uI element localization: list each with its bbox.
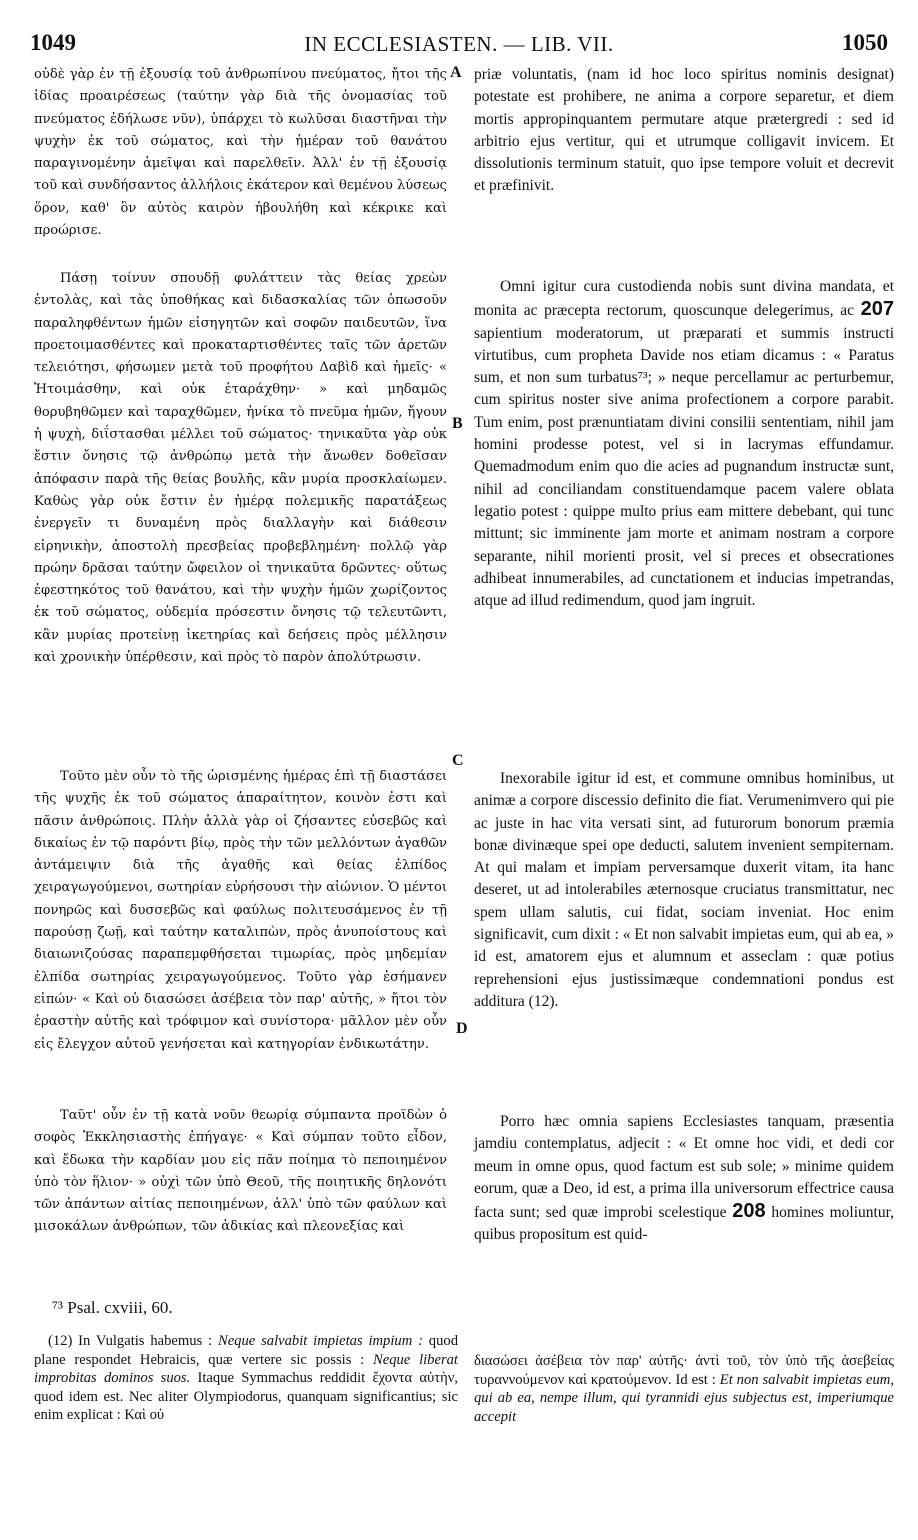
latin-column [474,64,894,198]
footnote-12-italic-2: Neque liberat improbitas dominos suos. [34,1351,458,1386]
running-header [30,30,888,58]
footnote-12-right-text: διασώσει ἀσέβεια τὸν παρ' αὐτῆς· ἀντὶ τοῦ, τὸν ὑπὸ τῆς ἀσεβείας τυραννούμενον καὶ κρατούμενον. Id est : [474,1353,894,1388]
section-number-208: 208 [732,1200,766,1223]
latin-paragraph-2 [474,276,894,612]
greek-column-p3 [34,766,447,1056]
footnote-73: ⁷³ Psal. cxviii, 60. [52,1298,173,1317]
margin-mark-c: C [452,752,464,769]
greek-paragraph-3: Τοῦτο μὲν οὖν τὸ τῆς ὡρισμένης ἡμέρας ἐπὶ τῇ διαστάσει τῆς ψυχῆς ἐκ τοῦ σώματος ἀπαραίτητον, κοινὸν ἐστι καὶ πᾶσιν ἀνθρώποις. Πλὴν ἀλλὰ γὰρ οἱ ζήσαντες εὐσεβῶς καὶ δικαίως ἐν τῷ παρόντι βίῳ, πρὸς τὴν τῶν μελλόντων ἀγαθῶν ἀντάμειψιν διὰ τῆς ἀγαθῆς καὶ θείας ἐλπίδος χειραγωγούμενοι, σωτηρίαν εὑρήσουσι τὴν αἰώνιον. Ὁ μέντοι πονηρῶς καὶ δυσσεβῶς καὶ φαύλως πολιτευσάμενος ἐν τῇ παρούσῃ ζωῇ, καὶ ταύτην καταλιπὼν, πρὸς ἀνυποίστους καὶ διαιωνιζούσας παραπεμφθήσεται τιμωρίας, πρὸς μηδεμίαν ἐλπίδα σωτηρίας χειραγωγούμενος. Τοῦτο γὰρ ἐσήμανεν εἰπών· « Καὶ οὐ διασώσει ἀσέβεια τὸν παρ' αὐτῆς, » ἤτοι τὸν ἐραστὴν αὐτῆς καὶ τρόφιμον καὶ συνίστορα· μᾶλλον μὲν οὖν εἰς ἔλεγχον αὐτοῦ γενήσεται καὶ κατηγορίαν ἐνδικωτάτην. [34,769,448,1052]
footnote-12-text-b: quod plane respondet Hebraicis, quæ vertere sic possis : [34,1333,458,1368]
greek-column-p4 [34,1105,447,1239]
footnote-12-italic-1: Neque salvabit impietas impium : [217,1333,423,1349]
latin-column-p2 [474,276,894,612]
latin-paragraph-4 [474,1111,894,1247]
latin-paragraph-3: Inexorabile igitur id est, et commune omnibus hominibus, ut animæ a corpore discessio definito die fiat. Verumenimvero qui pie ac juste in hac vita versati sint, ad futurorum bonorum præmia bonæ divinæque spei ope deducti, salutem invenient sempiternam. At qui malam et impiam perversamque duxerit vitam, ita hanc deseret, ut ad intolerabiles æternosque cruciatus transmittatur, nec spem ullam salutis, cui fidat, sociam inveniat. Hoc enim significavit, cum dixit : « Et non salvabit impietas eum, qui ab ea, » id est, amatorem ejus et alumnum et asseclam : quæ potius reprehensioni ejus justissimæque condemnationi pondus est additura (12). [474,770,894,1010]
running-title: IN ECCLESIASTEN. — LIB. VII. [304,32,614,56]
greek-paragraph-2: Πάσῃ τοίνυν σπουδῇ φυλάττειν τὰς θείας χρεὼν ἐντολὰς, καὶ τὰς ὑποθήκας καὶ διδασκαλίας τῶν ὁπωσοῦν παραληφθέντων ἡμῶν εἰσηγητῶν καὶ σοφῶν παιδευτῶν, ἵνα προετοιμασθέντες καὶ προκαταρτισθέντες ταῖς τῶν ἀρετῶν τελειότησι, φήσωμεν μετὰ τοῦ προφήτου Δαβὶδ καὶ ἡμεῖς· « Ἡτοιμάσθην, καὶ οὐκ ἐταράχθην· » καὶ μηδαμῶς θορυβηθῶμεν καὶ ταραχθῶμεν, ἡνίκα τὸ πνεῦμα ἡμῶν, ἤγουν ἡ ψυχὴ, διΐστασθαι μέλλει τοῦ σώματος· τηνικαῦτα γὰρ οὐκ ἔστιν ὄνησις τῷ ἀνθρώπῳ μετὰ τὴν ἄνωθεν δοθεῖσαν ἀπόφασιν παρὰ τῆς θείας βουλῆς, κἂν μυρία προσκλαίωμεν. Καθὼς γὰρ οὐκ ἔστιν ἐν ἡμέρᾳ πολεμικῆς παρατάξεως ἐνεργεῖν τι δυναμένη πρὸς διαλλαγὴν καὶ διάθεσιν εἰρηνικὴν, ἀποστολὴ πρεσβείας προβεβλημένη· πολλῷ γὰρ πρώην δρᾶσαι ταύτην ὤφειλον οἱ τηνικαῦτα δρῶντες· οὕτως ἐφεστηκότος τοῦ θανάτου, καὶ τὴν ψυχὴν ἡμῶν χωρίζοντος ἐκ τοῦ σώματος, οὐδεμία πρόσεστιν ὄνησις τῷ τελευτῶντι, κἂν μυρίας προτείνῃ ἱκετηρίας καὶ δεήσεις πρὸς μέλλησιν καὶ χρονικὴν ὑπέρθεσιν, καὶ πρὸς τὸ παρὸν ἀπολύτρωσιν. [34,271,447,666]
margin-mark-b: B [452,415,463,432]
greek-column-p2 [34,268,447,669]
latin-paragraph-4-start: Porro hæc omnia sapiens Ecclesiastes tanquam, præsentia jamdiu contemplatus, adjecit : « Et omne hoc vidi, et dedi cor meum in omne opus, quod factum est sub sole; » minime quidem eorum, quæ a Deo, id est, a prima illa universorum effectrice causa facta sunt; sed quæ improbi scelestique [474,1113,894,1222]
footnote-12-right [474,1352,894,1426]
greek-column [34,64,447,242]
footnote-12-text-c: Itaque Symmachus reddidit ἔχοντα αὐτὴν, quod idem est. Nec aliter Olympiodorus, quanquam significantius; sic enim explicat : Καὶ οὐ [34,1370,458,1423]
latin-paragraph-2-start: Omni igitur cura custodienda nobis sunt divina mandata, et monita ac præcepta rectorum, quoscunque delegerimus, ac [474,278,894,320]
greek-paragraph-4: Ταῦτ' οὖν ἐν τῇ κατὰ νοῦν θεωρίᾳ σύμπαντα προϊδὼν ὁ σοφὸς Ἐκκλησιαστὴς ἐπήγαγε· « Καὶ σύμπαν τοῦτο εἶδον, καὶ ἔδωκα τὴν καρδίαν μου εἰς πᾶν ποίημα τὸ πεποιημένον ὑπὸ τὸν ἥλιον· » οὐχὶ τῶν ὑπὸ Θεοῦ, τῆς ποιητικῆς δηλονότι τῶν ἁπάντων αἰτίας πεποιημένων, ἀλλ' ὑπὸ τῶν φαύλων καὶ μισοκάλων ἀνθρώπων, τῶν ἀδικίας καὶ πλεονεξίας καὶ [34,1108,447,1235]
latin-paragraph-2-rest: sapientium moderatorum, ut præparati et summis instructi virtutibus, cum propheta Davide nos etiam dicamus : « Paratus sum, et non sum turbatus⁷³; » neque percellamur ac perturbemur, cum spiritus noster sive anima profectionem a corpore parabit. Tum enim, post prænuntiatam divini consilii sententiam, nihil jam homini prodesse potest, vel si in lacrymas effundamur. Quemadmodum enim quo die acies ad pugnandum instructæ sunt, nihil ad conciliandam constituendamque pacem valere oblata legatio potest : quippe multo prius eam mittere debebant, qui tunc mittunt; sic imminente jam morte et animam nostram a corpore separante, nihil morienti prosit, vel si preces et obsecrationes adhibeat innumerabiles, ad cunctationem et inducias impetrandas, atque ad illud redimendum, quod jam ingruit. [474,324,894,610]
page-number-left: 1049 [30,30,76,55]
footnote-12-right-italic: Et non salvabit impietas eum, qui ab ea, nempe illum, qui tyrannidi ejus subjectus est, imperiumque accepit [474,1371,894,1425]
margin-mark-a: A [450,64,462,81]
greek-paragraph-1: οὐδὲ γὰρ ἐν τῇ ἐξουσίᾳ τοῦ ἀνθρωπίνου πνεύματος, ἤτοι τῆς ἰδίας προαιρέσεως (ταύτην γὰρ διὰ τῆς ὀνομασίας τοῦ πνεύματος ἐδήλωσε νῦν), ὑπάρχει τὸ κωλῦσαι διαστῆναι τὴν ψυχὴν ἐκ τοῦ σώματος, καὶ τὴν ἡμέραν τοῦ θανάτου παραγινομένην ἀμεῖψαι καὶ παρελθεῖν. Ἀλλ' ἐν τῇ ἐξουσίᾳ τοῦ καὶ συνδήσαντος ἀλλήλοις ἑκάτερον καὶ θεμένου λύσεως ὅρον, καθ' ὃν αὐτὸς καιρὸν ἠβουλήθη καὶ κέκρικε καὶ προώρισε. [34,67,447,239]
margin-mark-d: D [456,1020,468,1037]
footnote-12-left [34,1332,458,1425]
latin-paragraph-4-rest: homines moliuntur, quibus propositum est quid- [474,1204,894,1244]
section-number-207: 207 [860,298,894,321]
latin-paragraph-1: priæ voluntatis, (nam id hoc loco spiritus nominis designat) potestate est prohibere, ne anima a corpore separetur, et diem mortis appropinquantem permutare atque prætergredi : sed id arbitrio ejus vertitur, qui et utrumque colligavit invicem. Et dissolutionis terminum statuit, quo ipse tempore voluit et decrevit et præfinivit. [474,66,894,195]
footnote-12-text-a: (12) In Vulgatis habemus : [48,1333,218,1349]
page-number-right: 1050 [842,30,888,55]
latin-column-p4 [474,1111,894,1247]
latin-column-p3 [474,768,894,1013]
